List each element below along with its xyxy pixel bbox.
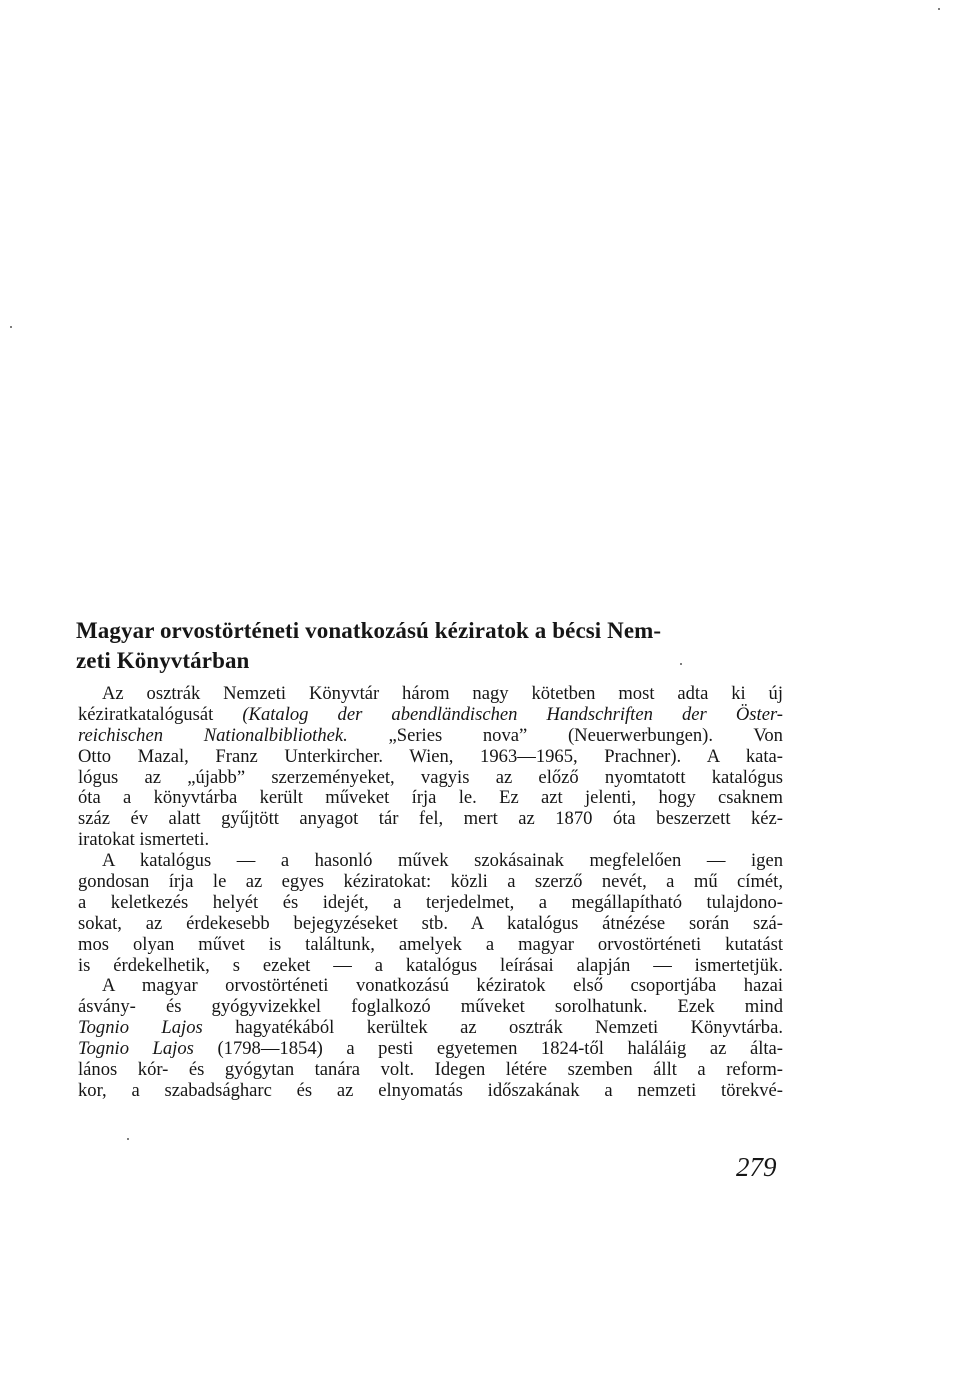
body-line [78,726,783,747]
body-line: Otto Mazal, Franz Unterkircher. Wien, 1963—1965, Prachner). A kata- [78,745,783,767]
body-line [78,1039,783,1060]
body-line-part: kéziratkatalógusát [78,703,214,725]
body-line-part: (1798—1854) a pesti egyetemen 1824-től haláláig az álta- [217,1038,783,1060]
person-name-italic: Tognio Lajos [78,1038,194,1060]
scan-speck [10,326,12,328]
body-line: ásvány- és gyógyvizekkel foglalkozó műveket sorolhatunk. Ezek mind [78,996,783,1018]
body-line: kor, a szabadságharc és az elnyomatás időszakának a nemzeti törekvé- [78,1079,783,1101]
body-line: is érdekelhetik, s ezeket — a katalógus leírásai alapján — ismertetjük. [78,954,783,976]
body-line-part: hagyatékából kerültek az osztrák Nemzeti Könyvtárba. [235,1017,783,1039]
body-line: Az osztrák Nemzeti Könyvtár három nagy kötetben most adta ki új [102,683,783,704]
body-line: A magyar orvostörténeti vonatkozású kéziratok első csoportjába hazai [102,975,783,997]
body-line [78,1018,783,1039]
scan-speck [938,8,940,10]
body-line: iratokat ismerteti. [78,829,210,851]
body-line: A katalógus — a hasonló művek szokásainak megfelelően — igen [102,850,783,872]
scan-speck [680,663,682,665]
scan-speck [127,1138,129,1140]
body-line: száz év alatt gyűjtött anyagot tár fel, mert az 1870 óta beszerzett kéz- [78,808,783,830]
body-line: óta a könyvtárba került műveket írja le. Ez azt jelenti, hogy csaknem [78,787,783,809]
body-line: lógus az „újabb” szerzeményeket, vagyis az előző nyomtatott katalógus [78,766,783,788]
body-line: a keletkezés helyét és idejét, a terjedelmet, a megállapítható tulajdono- [78,891,783,913]
body-line [78,705,783,726]
article-title-line-1: Magyar orvostörténeti vonatkozású kéziratok a bécsi Nem- [76,618,662,643]
body-line: gondosan írja le az egyes kéziratokat: közli a szerző nevét, a mű címét, [78,871,783,893]
body-line: mos olyan művet is találtunk, amelyek a magyar orvostörténeti kutatást [78,933,783,955]
catalog-title-italic: (Katalog der abendländischen Handschriften der Öster- [242,703,783,725]
body-line-part: „Series nova” (Neuerwerbungen). Von [388,724,783,746]
page-number: 279 [736,1152,777,1182]
article-body [78,684,783,1102]
body-line: lános kór- és gyógytan tanára volt. Idegen létére szemben állt a reform- [78,1059,783,1081]
article-title-line-2: zeti Könyvtárban [76,648,250,673]
person-name-italic: Tognio Lajos [78,1017,203,1039]
body-line: sokat, az érdekesebb bejegyzéseket stb. A katalógus átnézése során szá- [78,912,783,934]
article-title [76,616,796,676]
catalog-title-italic: reichischen Nationalbibliothek. [78,724,348,746]
